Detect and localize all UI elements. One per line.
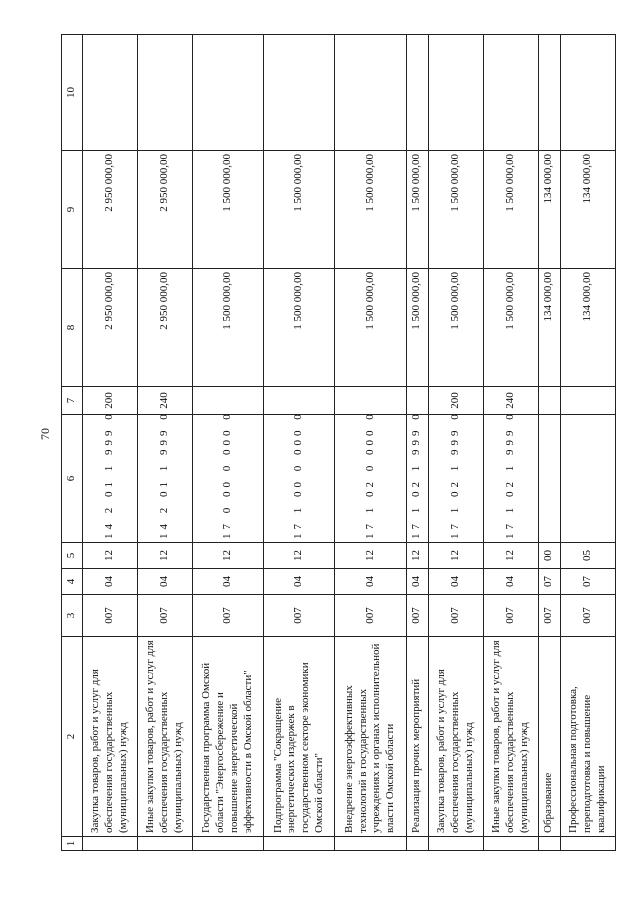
row-cell-c6 <box>560 415 615 543</box>
row-index-cell <box>560 837 615 851</box>
table-row <box>483 35 538 851</box>
row-cell-c6: 17 0 00 0 000 0 <box>192 415 263 543</box>
row-name-cell: Внедрение энергоэффективных технологий в государственных учреждениях и органах исполнительной власти Омской области <box>335 637 406 837</box>
row-cell-c7 <box>560 387 615 415</box>
row-cell-c8: 134 000,00 <box>560 269 615 387</box>
row-cell-c5: 12 <box>264 543 335 569</box>
header-cell: 8 <box>62 269 83 387</box>
row-cell-c3: 007 <box>538 595 560 637</box>
row-cell-c5: 12 <box>192 543 263 569</box>
row-name-cell: Государственная программа Омской области "Энергосбережение и повышение энергетической эффективности в Омской области" <box>192 637 263 837</box>
row-cell-c9: 1 500 000,00 <box>192 151 263 269</box>
row-cell-c9: 1 500 000,00 <box>428 151 483 269</box>
row-cell-c5: 12 <box>428 543 483 569</box>
row-cell-c5: 00 <box>538 543 560 569</box>
row-index-cell <box>83 837 138 851</box>
row-cell-c7: 200 <box>83 387 138 415</box>
row-cell-c6 <box>538 415 560 543</box>
table-row <box>428 35 483 851</box>
row-cell-c9: 134 000,00 <box>538 151 560 269</box>
row-cell-c5: 12 <box>483 543 538 569</box>
header-cell: 1 <box>62 837 83 851</box>
row-cell-c8: 1 500 000,00 <box>264 269 335 387</box>
table-row <box>264 35 335 851</box>
row-name-cell: Образование <box>538 637 560 837</box>
row-name-cell: Закупка товаров, работ и услуг для обеспечения государственных (муниципальных) нужд <box>428 637 483 837</box>
row-cell-c4: 04 <box>428 569 483 595</box>
row-cell-c6: 17 1 02 1 999 0 <box>483 415 538 543</box>
header-cell: 2 <box>62 637 83 837</box>
row-cell-c7: 200 <box>428 387 483 415</box>
header-cell: 3 <box>62 595 83 637</box>
row-cell-c3: 007 <box>406 595 428 637</box>
row-index-cell <box>406 837 428 851</box>
row-name-cell: Профессиональная подготовка, переподготовка и повышение квалификации <box>560 637 615 837</box>
table-header-row <box>62 35 83 851</box>
row-cell-c6: 17 1 02 1 999 0 <box>406 415 428 543</box>
table-row <box>538 35 560 851</box>
row-cell-c4: 04 <box>483 569 538 595</box>
budget-table-rotated <box>61 35 616 851</box>
row-cell-c4: 04 <box>264 569 335 595</box>
row-cell-c10 <box>560 35 615 151</box>
budget-table <box>61 34 616 851</box>
row-cell-c4: 04 <box>406 569 428 595</box>
table-row <box>192 35 263 851</box>
row-cell-c9: 1 500 000,00 <box>483 151 538 269</box>
row-cell-c8: 2 950 000,00 <box>137 269 192 387</box>
row-cell-c6: 14 2 01 1 999 0 <box>137 415 192 543</box>
row-cell-c7: 240 <box>483 387 538 415</box>
row-cell-c9: 2 950 000,00 <box>83 151 138 269</box>
row-cell-c3: 007 <box>335 595 406 637</box>
row-cell-c8: 1 500 000,00 <box>428 269 483 387</box>
row-name-cell: Иные закупки товаров, работ и услуг для обеспечения государственных (муниципальных) нужд <box>137 637 192 837</box>
row-cell-c4: 04 <box>335 569 406 595</box>
row-cell-c6: 17 1 02 0 000 0 <box>335 415 406 543</box>
row-index-cell <box>137 837 192 851</box>
row-cell-c3: 007 <box>428 595 483 637</box>
row-cell-c4: 04 <box>83 569 138 595</box>
table-row <box>83 35 138 851</box>
row-cell-c10 <box>406 35 428 151</box>
row-cell-c6: 17 1 02 1 999 0 <box>428 415 483 543</box>
header-cell: 4 <box>62 569 83 595</box>
row-cell-c10 <box>264 35 335 151</box>
row-cell-c3: 007 <box>264 595 335 637</box>
table-row <box>137 35 192 851</box>
row-cell-c8: 1 500 000,00 <box>335 269 406 387</box>
table-row <box>560 35 615 851</box>
row-cell-c10 <box>428 35 483 151</box>
row-cell-c10 <box>137 35 192 151</box>
row-cell-c9: 1 500 000,00 <box>335 151 406 269</box>
row-cell-c9: 2 950 000,00 <box>137 151 192 269</box>
header-cell: 7 <box>62 387 83 415</box>
row-cell-c5: 05 <box>560 543 615 569</box>
row-cell-c3: 007 <box>560 595 615 637</box>
row-cell-c5: 12 <box>406 543 428 569</box>
row-cell-c8: 1 500 000,00 <box>192 269 263 387</box>
row-cell-c8: 1 500 000,00 <box>406 269 428 387</box>
row-cell-c10 <box>538 35 560 151</box>
header-cell: 6 <box>62 415 83 543</box>
header-cell: 10 <box>62 35 83 151</box>
row-index-cell <box>538 837 560 851</box>
header-cell: 5 <box>62 543 83 569</box>
row-cell-c3: 007 <box>83 595 138 637</box>
row-name-cell: Закупка товаров, работ и услуг для обеспечения государственных (муниципальных) нужд <box>83 637 138 837</box>
row-cell-c9: 134 000,00 <box>560 151 615 269</box>
table-row <box>406 35 428 851</box>
row-cell-c3: 007 <box>483 595 538 637</box>
row-name-cell: Реализация прочих мероприятий <box>406 637 428 837</box>
row-cell-c10 <box>483 35 538 151</box>
table-row <box>335 35 406 851</box>
row-cell-c6: 14 2 01 1 999 0 <box>83 415 138 543</box>
row-cell-c4: 07 <box>538 569 560 595</box>
row-cell-c4: 07 <box>560 569 615 595</box>
row-cell-c3: 007 <box>137 595 192 637</box>
header-cell: 9 <box>62 151 83 269</box>
row-cell-c7: 240 <box>137 387 192 415</box>
row-name-cell: Иные закупки товаров, работ и услуг для обеспечения государственных (муниципальных) нужд <box>483 637 538 837</box>
row-cell-c5: 12 <box>83 543 138 569</box>
row-cell-c10 <box>335 35 406 151</box>
row-cell-c7 <box>538 387 560 415</box>
row-cell-c9: 1 500 000,00 <box>406 151 428 269</box>
row-index-cell <box>483 837 538 851</box>
row-cell-c8: 134 000,00 <box>538 269 560 387</box>
row-cell-c5: 12 <box>137 543 192 569</box>
row-cell-c4: 04 <box>137 569 192 595</box>
row-cell-c10 <box>83 35 138 151</box>
row-index-cell <box>428 837 483 851</box>
row-cell-c4: 04 <box>192 569 263 595</box>
row-cell-c10 <box>192 35 263 151</box>
row-name-cell: Подпрограмма "Сокращение энергетических издержек в государственном секторе экономики Омской области" <box>264 637 335 837</box>
row-cell-c8: 2 950 000,00 <box>83 269 138 387</box>
page-number: 70 <box>38 428 52 440</box>
row-cell-c9: 1 500 000,00 <box>264 151 335 269</box>
row-index-cell <box>335 837 406 851</box>
row-index-cell <box>264 837 335 851</box>
row-cell-c6: 17 1 00 0 000 0 <box>264 415 335 543</box>
row-index-cell <box>192 837 263 851</box>
row-cell-c8: 1 500 000,00 <box>483 269 538 387</box>
row-cell-c5: 12 <box>335 543 406 569</box>
row-cell-c3: 007 <box>192 595 263 637</box>
